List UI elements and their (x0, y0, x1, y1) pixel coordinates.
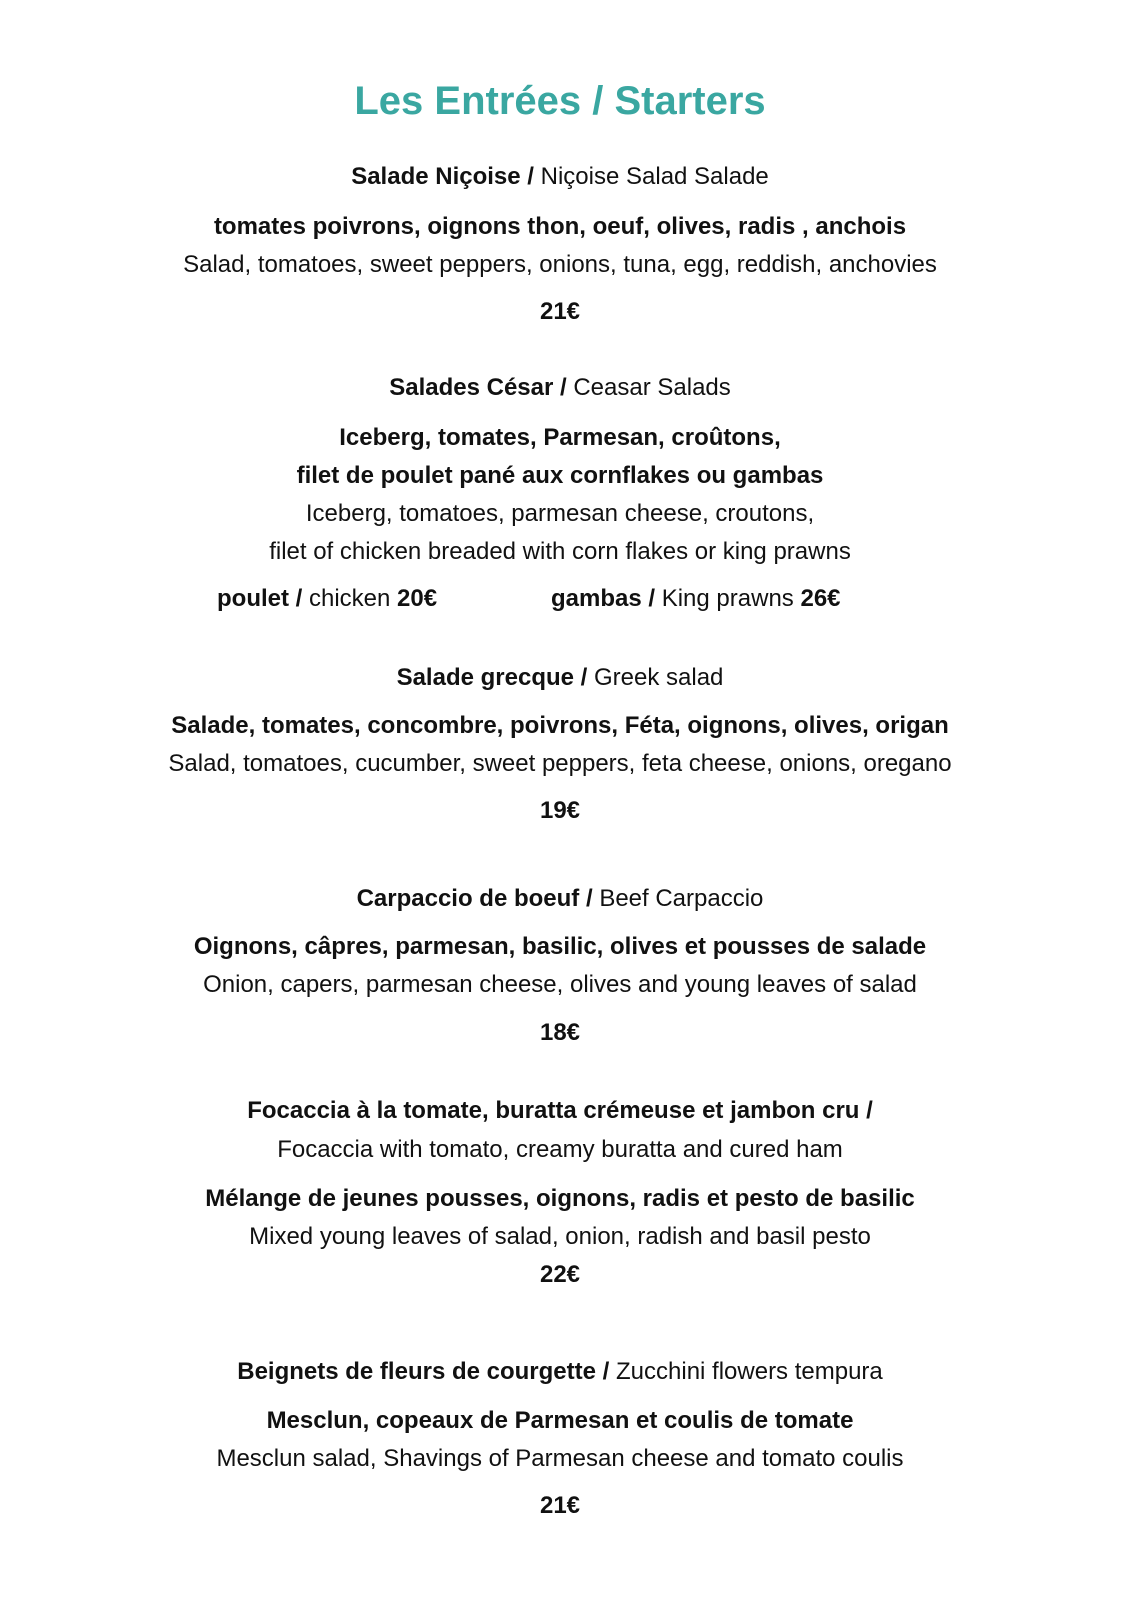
item-name-en: Beef Carpaccio (599, 885, 764, 912)
item-desc-en: Salad, tomatoes, sweet peppers, onions, tuna, egg, reddish, anchovies (183, 251, 937, 278)
page-title: Les Entrées / Starters (354, 79, 766, 123)
price-option-prawns (551, 584, 841, 614)
option-label-fr: gambas / (551, 585, 656, 612)
item-desc-en: Mesclun salad, Shavings of Parmesan cheese and tomato coulis (216, 1445, 904, 1472)
item-price: 21€ (539, 298, 581, 325)
item-name-en: Niçoise Salad Salade (540, 163, 769, 190)
item-desc-en: Salad, tomatoes, cucumber, sweet peppers, feta cheese, onions, oregano (168, 750, 952, 777)
item-name-fr: Salade Niçoise / (351, 163, 534, 190)
option-price: 26€ (800, 585, 841, 612)
item-price: 21€ (539, 1492, 581, 1519)
item-desc-fr: Mesclun, copeaux de Parmesan et coulis de tomate (266, 1407, 854, 1434)
item-name-en: Greek salad (594, 664, 724, 691)
item-name-en: Zucchini flowers tempura (616, 1358, 883, 1385)
item-name-fr: Salades César / (389, 374, 567, 401)
item-desc-fr: Iceberg, tomates, Parmesan, croûtons, (339, 424, 781, 451)
item-price: 22€ (539, 1261, 581, 1288)
item-name-fr: Beignets de fleurs de courgette / (237, 1358, 610, 1385)
item-name-en: Ceasar Salads (573, 374, 731, 401)
item-title-cesar (0, 373, 1120, 403)
item-name-fr: Focaccia à la tomate, buratta crémeuse et jambon cru / (247, 1097, 873, 1124)
option-label-en: King prawns (661, 585, 794, 612)
item-title-beignets (0, 1357, 1120, 1387)
item-desc-en: Mixed young leaves of salad, onion, radish and basil pesto (249, 1223, 871, 1250)
item-price: 18€ (539, 1019, 581, 1046)
item-desc-en: Onion, capers, parmesan cheese, olives and young leaves of salad (203, 971, 917, 998)
option-label-fr: poulet / (217, 585, 303, 612)
item-desc-fr: Salade, tomates, concombre, poivrons, Féta, oignons, olives, origan (171, 712, 949, 739)
option-price: 20€ (397, 585, 438, 612)
item-desc-en: Iceberg, tomatoes, parmesan cheese, croutons, (305, 500, 815, 527)
item-price: 19€ (539, 797, 581, 824)
item-desc-en: filet of chicken breaded with corn flakes or king prawns (269, 538, 851, 565)
item-title-nicoise (0, 162, 1120, 192)
item-desc-fr: tomates poivrons, oignons thon, oeuf, olives, radis , anchois (213, 213, 907, 240)
item-name-fr: Salade grecque / (396, 664, 588, 691)
item-desc-fr: Oignons, câpres, parmesan, basilic, olives et pousses de salade (193, 933, 927, 960)
option-label-en: chicken (309, 585, 391, 612)
item-name-fr: Carpaccio de boeuf / (356, 885, 593, 912)
item-name-en: Focaccia with tomato, creamy buratta and cured ham (277, 1136, 843, 1163)
item-desc-fr: filet de poulet pané aux cornflakes ou gambas (296, 462, 824, 489)
item-desc-fr: Mélange de jeunes pousses, oignons, radis et pesto de basilic (205, 1185, 915, 1212)
price-option-chicken (217, 584, 437, 614)
item-title-carpaccio (0, 884, 1120, 914)
item-title-grecque (0, 663, 1120, 693)
